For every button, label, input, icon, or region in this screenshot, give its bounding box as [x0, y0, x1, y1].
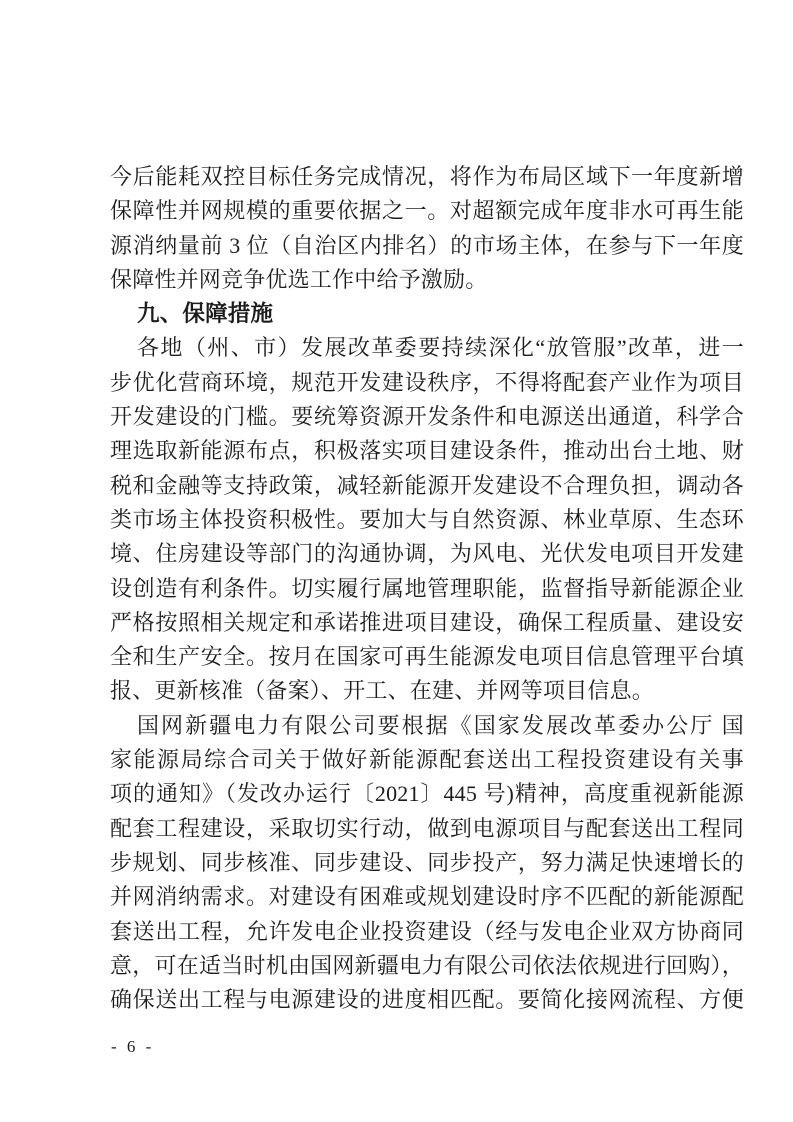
- text-line: 税和金融等支持政策，减轻新能源开发建设不合理负担，调动各: [110, 472, 744, 498]
- text-line: 项的通知》（发改办运行〔2021〕445 号)精神，高度重视新能源: [110, 781, 744, 807]
- text-line: 开发建设的门槛。要统筹资源开发条件和电源送出通道，科学合: [110, 404, 744, 430]
- text-line: 全和生产安全。按月在国家可再生能源发电项目信息管理平台填: [110, 644, 744, 670]
- text-line: 类市场主体投资积极性。要加大与自然资源、林业草原、生态环: [110, 506, 744, 532]
- text-line: 保障性并网竞争优选工作中给予激励。: [110, 266, 488, 292]
- text-line: 家能源局综合司关于做好新能源配套送出工程投资建设有关事: [110, 747, 744, 773]
- text-line: 确保送出工程与电源建设的进度相匹配。要简化接网流程、方便: [110, 987, 744, 1013]
- text-line: 步优化营商环境，规范开发建设秩序，不得将配套产业作为项目: [110, 369, 744, 395]
- text-line: 保障性并网规模的重要依据之一。对超额完成年度非水可再生能: [110, 198, 744, 224]
- text-line: 套送出工程，允许发电企业投资建设（经与发电企业双方协商同: [110, 918, 744, 944]
- text-line: 今后能耗双控目标任务完成情况，将作为布局区域下一年度新增: [110, 164, 744, 189]
- text-line: 理选取新能源布点，积极落实项目建设条件，推动出台土地、财: [110, 438, 744, 464]
- text-line: 步规划、同步核准、同步建设、同步投产，努力满足快速增长的: [110, 849, 744, 875]
- text-line: 配套工程建设，采取切实行动，做到电源项目与配套送出工程同: [110, 815, 744, 841]
- text-line: 严格按照相关规定和承诺推进项目建设，确保工程质量、建设安: [110, 609, 744, 635]
- text-line: 境、住房建设等部门的沟通协调，为风电、光伏发电项目开发建: [110, 541, 744, 567]
- text-line: 设创造有利条件。切实履行属地管理职能，监督指导新能源企业: [110, 575, 744, 601]
- text-line: 并网消纳需求。对建设有困难或规划建设时序不匹配的新能源配: [110, 884, 744, 910]
- page-number: - 6 -: [111, 1037, 155, 1056]
- text-line: 源消纳量前 3 位（自治区内排名）的市场主体，在参与下一年度: [110, 232, 744, 258]
- text-line: 各地（州、市）发展改革委要持续深化“放管服”改革，进一: [137, 335, 744, 361]
- text-line: 国网新疆电力有限公司要根据《国家发展改革委办公厅 国: [137, 712, 744, 738]
- text-line: 报、更新核准（备案）、开工、在建、并网等项目信息。: [110, 678, 655, 704]
- document-body: [110, 160, 744, 1017]
- section-heading: 九、保障措施: [137, 301, 274, 327]
- text-line: 意，可在适当时机由国网新疆电力有限公司依法依规进行回购），: [110, 952, 744, 978]
